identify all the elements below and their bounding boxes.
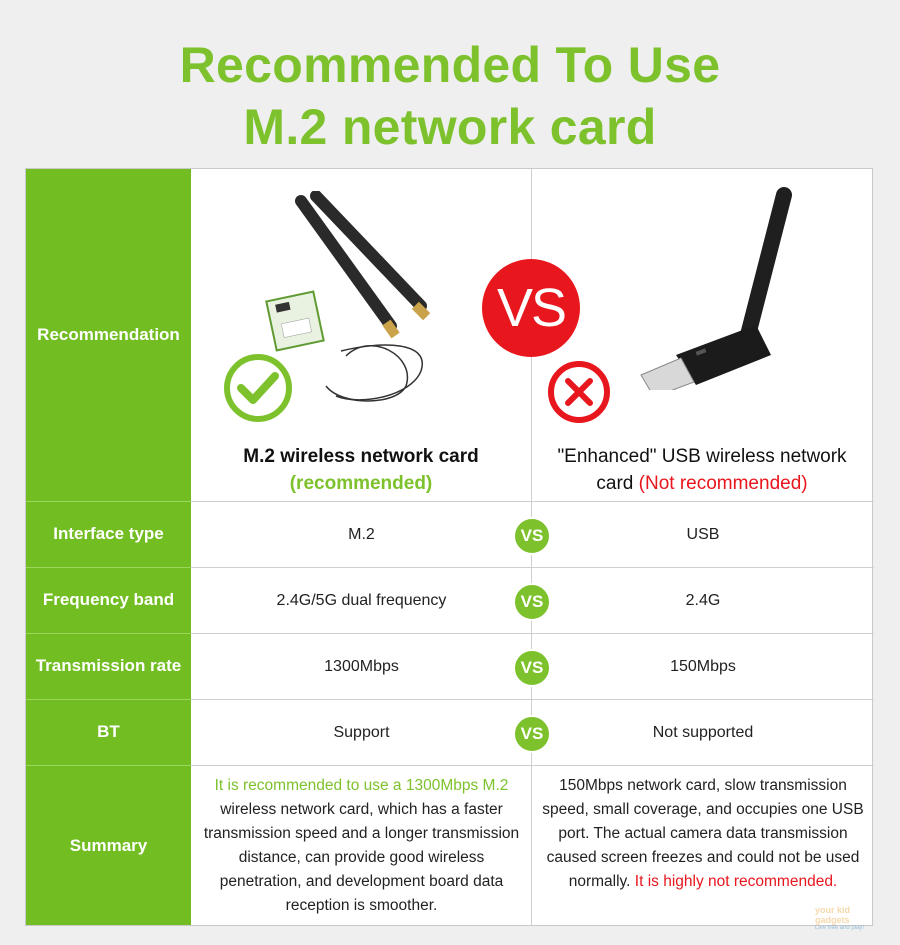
right-rate-value: 150Mbps bbox=[670, 657, 736, 675]
comparison-table bbox=[25, 168, 873, 926]
right-summary bbox=[536, 774, 870, 894]
label-interface-type: Interface type bbox=[53, 524, 164, 543]
vs-badge-small: VS bbox=[513, 583, 551, 621]
left-rate-value: 1300Mbps bbox=[324, 657, 399, 675]
usb-adapter-image bbox=[636, 185, 811, 390]
left-summary-highlight: It is recommended to use a 1300Mbps M.2 bbox=[214, 777, 509, 794]
watermark-brand: your kid gadgets bbox=[815, 905, 851, 925]
cross-icon bbox=[546, 359, 612, 425]
right-bt-value: Not supported bbox=[652, 723, 754, 741]
left-interface-value: M.2 bbox=[348, 525, 375, 543]
title-line-1: Recommended To Use bbox=[179, 37, 721, 93]
vs-badge-small: VS bbox=[513, 649, 551, 687]
right-product-name: "Enhanced" USB wireless network card bbox=[557, 446, 847, 494]
right-product-tag: (Not recommended) bbox=[638, 473, 808, 494]
right-frequency-value: 2.4G bbox=[685, 591, 721, 609]
left-summary-text: wireless network card, which has a faster transmission speed and a longer transmission distance, can provide good wireless penetration, and development board data reception is smoother. bbox=[203, 801, 520, 914]
left-product-caption bbox=[201, 443, 521, 497]
right-interface-value: USB bbox=[686, 525, 720, 543]
label-bt: BT bbox=[97, 722, 120, 741]
label-transmission-rate: Transmission rate bbox=[35, 656, 182, 675]
left-product-name: M.2 wireless network card bbox=[243, 446, 479, 467]
label-recommendation: Recommendation bbox=[37, 325, 180, 344]
watermark-tagline: Live free and play! bbox=[815, 925, 865, 931]
page-title bbox=[0, 34, 900, 158]
right-product-caption bbox=[542, 443, 862, 497]
left-product-tag: (recommended) bbox=[289, 473, 433, 494]
vs-badge-small: VS bbox=[513, 715, 551, 753]
label-frequency-band: Frequency band bbox=[42, 590, 175, 609]
check-icon bbox=[222, 352, 294, 424]
label-summary: Summary bbox=[69, 836, 148, 855]
left-frequency-value: 2.4G/5G dual frequency bbox=[276, 591, 447, 609]
title-line-2: M.2 network card bbox=[243, 99, 657, 155]
left-bt-value: Support bbox=[333, 723, 390, 741]
watermark-logo bbox=[815, 905, 873, 931]
right-summary-text: 150Mbps network card, slow transmission speed, small coverage, and occupies one USB port. The actual camera data transmission caused screen freezes and could not be used normally. bbox=[542, 777, 864, 890]
vs-badge-large: VS bbox=[482, 259, 580, 357]
left-summary bbox=[196, 774, 527, 918]
right-summary-highlight: It is highly not recommended. bbox=[634, 873, 838, 890]
vs-badge-small: VS bbox=[513, 517, 551, 555]
